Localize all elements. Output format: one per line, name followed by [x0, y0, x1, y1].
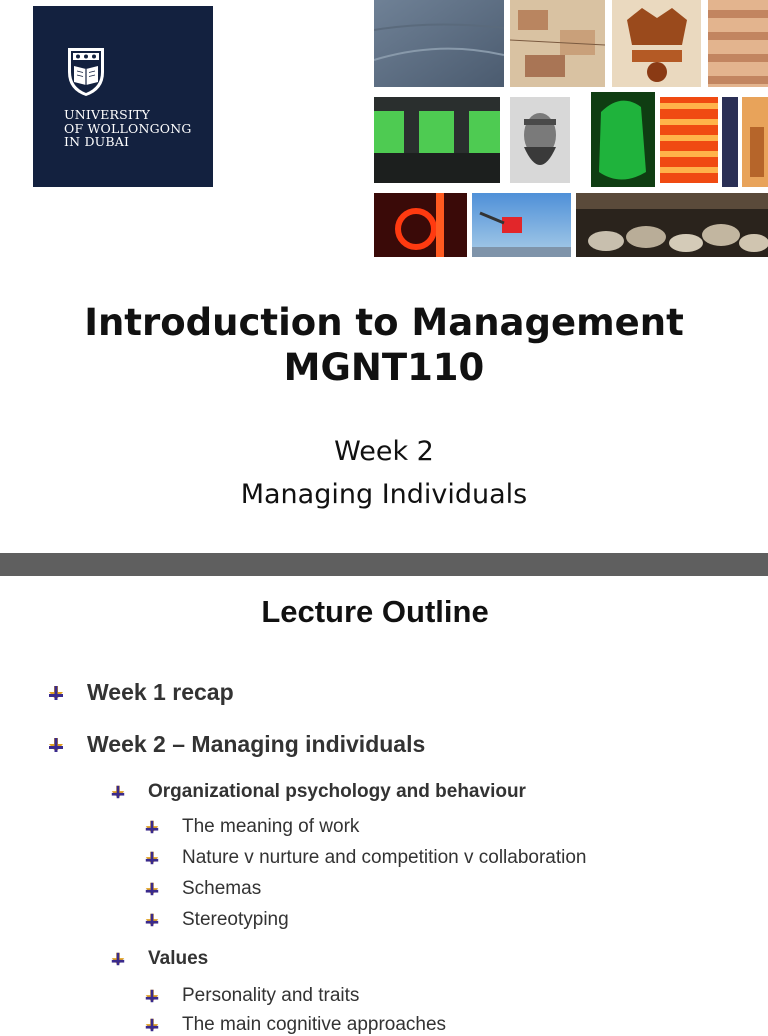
- collage-photo-stones: [576, 193, 768, 257]
- bullet-icon: [144, 850, 160, 866]
- list-item-text: Week 1 recap: [87, 679, 234, 705]
- bullet-icon: [144, 1017, 160, 1033]
- collage-photo-green: [591, 92, 655, 187]
- list-item: [144, 816, 359, 838]
- slide-divider: [0, 553, 768, 576]
- list-item: [47, 679, 234, 706]
- list-item-text: Schemas: [182, 878, 262, 899]
- bullet-icon: [144, 988, 160, 1004]
- list-item-text: Stereotyping: [182, 909, 289, 930]
- logo-text: UNIVERSITY OF WOLLONGONG IN DUBAI: [64, 107, 192, 149]
- list-item: [144, 847, 587, 869]
- list-item-text: Week 2 – Managing individuals: [87, 731, 426, 757]
- collage-photo-building: [708, 0, 768, 87]
- collage-photo-map: [510, 0, 605, 87]
- list-item-text: Values: [148, 948, 209, 969]
- list-item: [47, 731, 425, 758]
- list-item-text: Nature v nurture and competition v collaboration: [182, 847, 587, 868]
- bullet-icon: [47, 684, 65, 702]
- outline-heading: Lecture Outline: [261, 594, 489, 629]
- list-item-text: Personality and traits: [182, 985, 360, 1006]
- list-item: [144, 878, 261, 900]
- bullet-icon: [144, 912, 160, 928]
- list-item-text: The meaning of work: [182, 816, 360, 837]
- bullet-icon: [144, 881, 160, 897]
- list-item: [110, 948, 208, 970]
- list-item: [144, 1014, 446, 1036]
- bullet-icon: [47, 736, 65, 754]
- collage-photo-portrait: [510, 97, 570, 183]
- collage-photo-right: [722, 97, 768, 187]
- collage-photo-workers: [374, 97, 500, 183]
- slide-subtitle: Week 2 Managing Individuals: [240, 436, 528, 510]
- collage-photo-crest: [612, 0, 701, 87]
- list-item: [144, 985, 359, 1007]
- list-item-text: Organizational psychology and behaviour: [148, 781, 526, 802]
- university-logo: [33, 6, 213, 187]
- outline-slide: [0, 576, 768, 1035]
- bullet-icon: [110, 784, 126, 800]
- bullet-icon: [144, 819, 160, 835]
- crest-icon: [64, 42, 108, 98]
- collage-photo-neon: [374, 193, 467, 257]
- collage-photo-stone: [374, 0, 504, 87]
- list-item-text: The main cognitive approaches: [182, 1014, 447, 1035]
- slide-title: Introduction to Management MGNT110: [84, 301, 684, 389]
- collage-photo-red-stripes: [660, 97, 718, 183]
- collage-photo-skater: [472, 193, 571, 257]
- list-item: [110, 781, 526, 803]
- list-item: [144, 909, 289, 931]
- bullet-icon: [110, 951, 126, 967]
